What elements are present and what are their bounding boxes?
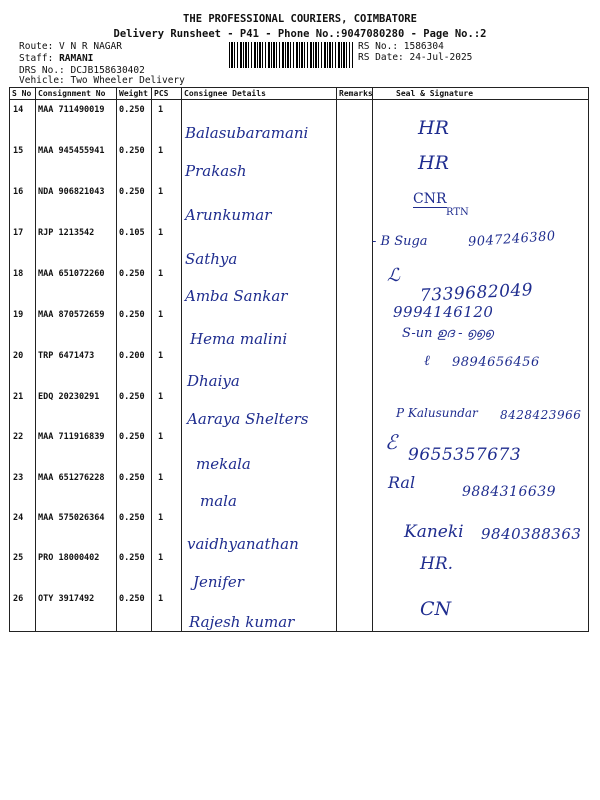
phone-18-alt: 9994146120	[393, 303, 494, 321]
signature-24: Kaneki	[404, 522, 464, 542]
row-sno: 18	[13, 269, 24, 279]
row-weight: 0.250	[119, 392, 145, 402]
row-sno: 26	[13, 594, 24, 604]
row-sno: 25	[13, 553, 24, 563]
consignee-name: Amba Sankar	[185, 287, 288, 305]
row-consignment: NDA 906821043	[38, 187, 105, 197]
signature-14: HR	[418, 117, 449, 139]
phone-21: 8428423966	[500, 408, 582, 422]
consignee-name: Dhaiya	[187, 372, 240, 390]
col-header-pcs: PCS	[154, 89, 169, 98]
consignee-name: Rajesh kumar	[189, 613, 295, 631]
row-weight: 0.250	[119, 594, 145, 604]
signature-15: HR	[418, 152, 449, 174]
consignee-name: Prakash	[185, 162, 247, 180]
consignee-name: mala	[200, 492, 237, 510]
route: Route: V N R NAGAR	[19, 41, 122, 52]
row-weight: 0.250	[119, 513, 145, 523]
col-header-weight: Weight	[119, 89, 148, 98]
row-consignment: MAA 651072260	[38, 269, 105, 279]
col-header-sno: S No	[12, 89, 32, 98]
row-weight: 0.200	[119, 351, 145, 361]
signature-26: CN	[420, 598, 452, 620]
signature-17: - B Suga	[372, 234, 428, 249]
row-sno: 21	[13, 392, 24, 402]
row-consignment: PRO 18000402	[38, 553, 100, 563]
row-pcs: 1	[158, 594, 164, 604]
phone-17: 9047246380	[467, 228, 557, 251]
phone-22: 9655357673	[408, 445, 522, 465]
row-pcs: 1	[158, 553, 164, 563]
col-header-consignee: Consignee Details	[184, 89, 266, 98]
col-header-signature: Seal & Signature	[396, 89, 474, 98]
consignee-name: Balasubaramani	[185, 124, 309, 142]
col-header-remarks: Remarks	[339, 89, 373, 98]
signature-16: CNR	[413, 191, 447, 207]
phone-18: 7339682049	[419, 280, 534, 306]
row-weight: 0.250	[119, 269, 145, 279]
signature-19: S-un ഉദ - ൭൭൭	[402, 326, 494, 341]
signature-22-mark: ℰ	[385, 430, 398, 454]
consignee-name: mekala	[196, 455, 251, 473]
company-name: THE PROFESSIONAL COURIERS, COIMBATORE	[183, 13, 417, 25]
row-consignment: MAA 711490019	[38, 105, 105, 115]
signature-25: HR.	[420, 554, 454, 574]
row-consignment: MAA 945455941	[38, 146, 105, 156]
row-weight: 0.105	[119, 228, 145, 238]
drs-number: DRS No.: DCJB158630402	[19, 65, 145, 76]
signature-20-mark: ℓ	[424, 353, 430, 369]
row-pcs: 1	[158, 228, 164, 238]
row-weight: 0.250	[119, 146, 145, 156]
consignee-name: Jenifer	[193, 573, 244, 591]
consignee-name: Hema malini	[190, 330, 288, 348]
row-sno: 17	[13, 228, 24, 238]
row-pcs: 1	[158, 351, 164, 361]
row-consignment: OTY 3917492	[38, 594, 95, 604]
runsheet-title: Delivery Runsheet - P41 - Phone No.:9047080280 - Page No.:2	[113, 28, 487, 40]
staff: Staff: RAMANI	[19, 53, 94, 64]
row-consignment: RJP 1213542	[38, 228, 95, 238]
row-sno: 15	[13, 146, 24, 156]
row-pcs: 1	[158, 513, 164, 523]
phone-24: 9840388363	[481, 525, 582, 543]
phone-23: 9884316639	[462, 484, 557, 500]
row-consignment: EDQ 20230291	[38, 392, 100, 402]
row-pcs: 1	[158, 473, 164, 483]
row-pcs: 1	[158, 432, 164, 442]
col-divider	[151, 87, 152, 632]
col-divider	[116, 87, 117, 632]
row-consignment: TRP 6471473	[38, 351, 95, 361]
row-pcs: 1	[158, 310, 164, 320]
signature-16-rtn: RTN	[446, 207, 469, 218]
row-consignment: MAA 711916839	[38, 432, 105, 442]
row-sno: 19	[13, 310, 24, 320]
row-pcs: 1	[158, 392, 164, 402]
signature-21: P Kalusundar	[396, 406, 478, 420]
row-pcs: 1	[158, 105, 164, 115]
col-divider	[35, 87, 36, 632]
row-sno: 22	[13, 432, 24, 442]
row-sno: 23	[13, 473, 24, 483]
vehicle: Vehicle: Two Wheeler Delivery	[19, 75, 185, 86]
row-sno: 14	[13, 105, 24, 115]
row-sno: 16	[13, 187, 24, 197]
row-pcs: 1	[158, 187, 164, 197]
header-divider	[9, 99, 589, 100]
row-pcs: 1	[158, 269, 164, 279]
rs-number: RS No.: 1586304	[358, 41, 444, 52]
row-consignment: MAA 870572659	[38, 310, 105, 320]
col-divider	[336, 87, 337, 632]
row-consignment: MAA 575026364	[38, 513, 105, 523]
signature-18-mark: ℒ	[387, 265, 400, 286]
consignee-name: Arunkumar	[185, 206, 272, 224]
barcode	[229, 42, 353, 68]
rs-date: RS Date: 24-Jul-2025	[358, 52, 473, 63]
row-weight: 0.250	[119, 553, 145, 563]
col-header-consignment: Consignment No	[38, 89, 106, 98]
row-weight: 0.250	[119, 187, 145, 197]
consignee-name: Aaraya Shelters	[187, 410, 309, 428]
row-weight: 0.250	[119, 310, 145, 320]
row-sno: 24	[13, 513, 24, 523]
signature-23: Ral	[388, 473, 416, 492]
consignee-name: vaidhyanathan	[187, 535, 299, 553]
row-weight: 0.250	[119, 105, 145, 115]
row-weight: 0.250	[119, 473, 145, 483]
row-pcs: 1	[158, 146, 164, 156]
row-weight: 0.250	[119, 432, 145, 442]
col-divider	[181, 87, 182, 632]
col-divider	[372, 87, 373, 632]
row-consignment: MAA 651276228	[38, 473, 105, 483]
row-sno: 20	[13, 351, 24, 361]
phone-20: 9894656456	[452, 355, 540, 370]
consignee-name: Sathya	[185, 250, 238, 268]
